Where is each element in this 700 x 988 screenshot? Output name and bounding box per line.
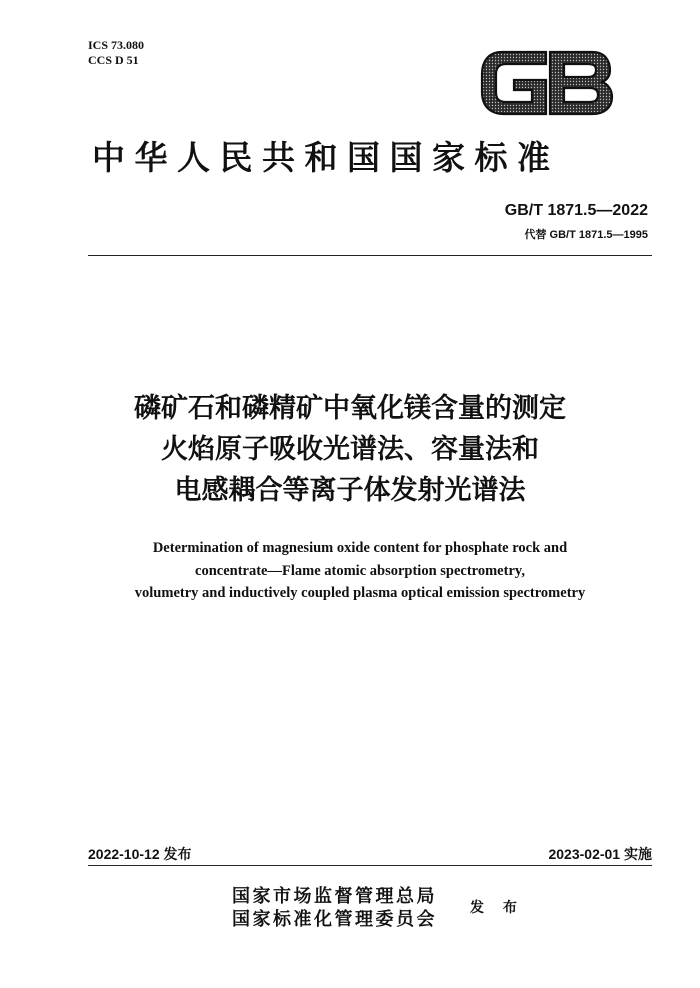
header-divider (88, 255, 652, 256)
replaces-standard: 代替 GB/T 1871.5—1995 (524, 229, 648, 241)
issuing-country-title: 中华人民共和国国家标准 (92, 138, 560, 177)
logo-letter-b (550, 52, 612, 114)
english-title (60, 537, 660, 605)
standard-number: GB/T 1871.5—2022 (504, 202, 648, 219)
english-title-line: volumetry and inductively coupled plasma optical emission spectrometry (134, 585, 586, 601)
footer-divider (88, 865, 652, 866)
chinese-title-line: 电感耦合等离子体发射光谱法 (174, 475, 526, 506)
english-title-line: concentrate—Flame atomic absorption spectrometry, (195, 562, 525, 579)
gb-logo (476, 44, 616, 122)
ics-code: ICS 73.080 (88, 38, 145, 52)
issue-date: 2022-10-12 发布 (88, 846, 192, 862)
issuer-sac: 国家标准化管理委员会 (232, 909, 437, 930)
classification-codes (88, 38, 144, 68)
implementation-date: 2023-02-01 实施 (548, 846, 652, 862)
chinese-title (40, 388, 660, 511)
standard-number-block (505, 202, 648, 242)
logo-letter-g (482, 52, 546, 114)
english-title-line: Determination of magnesium oxide content for phosphate rock and (152, 540, 568, 556)
ccs-code: CCS D 51 (88, 53, 139, 67)
chinese-title-line: 磷矿石和磷精矿中氧化镁含量的测定 (134, 393, 566, 424)
issuer-samr: 国家市场监督管理总局 (232, 886, 437, 907)
chinese-title-line: 火焰原子吸收光谱法、容量法和 (161, 434, 539, 465)
publish-label: 发 布 (470, 900, 524, 916)
issuing-authorities (232, 885, 437, 931)
svg-text:GB: GB (476, 44, 478, 45)
